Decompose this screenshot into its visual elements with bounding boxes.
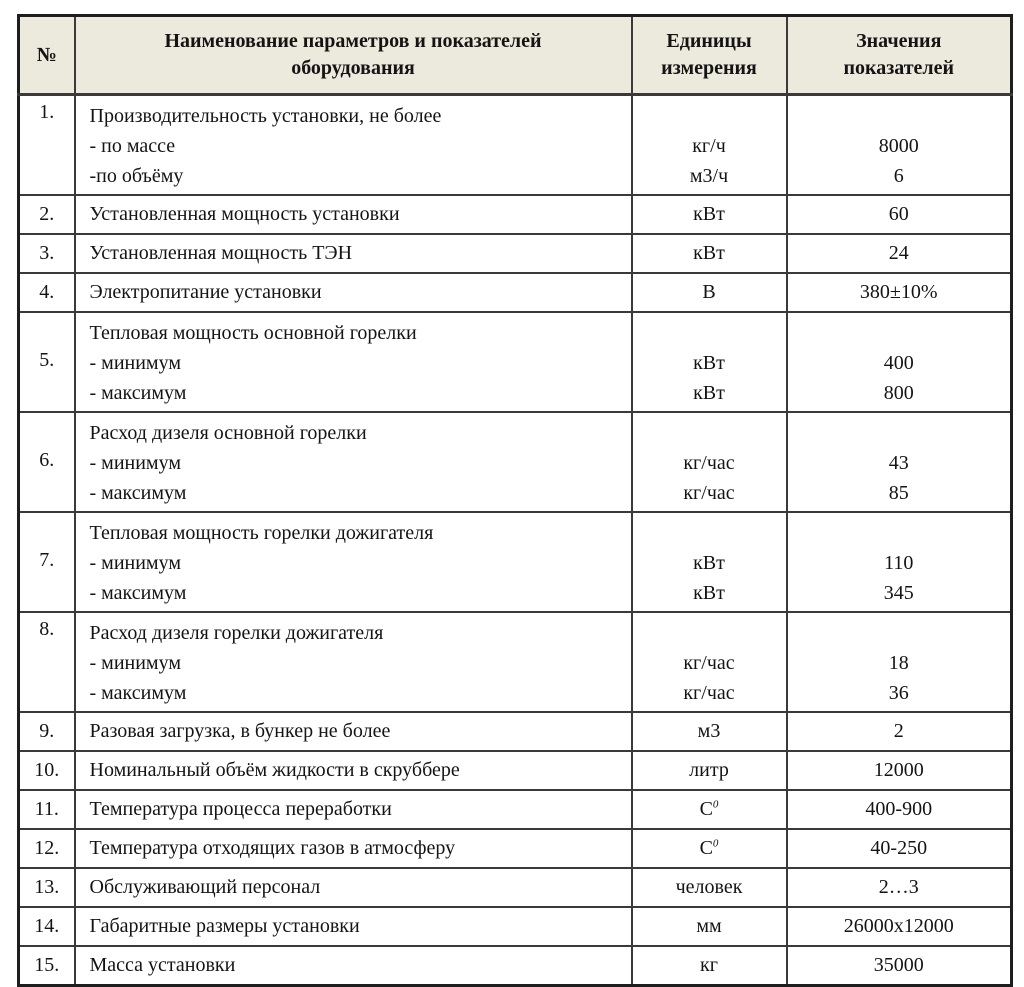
row-number: 15. <box>19 946 75 986</box>
header-unit <box>632 16 787 95</box>
param-value: 35000 <box>787 946 1012 986</box>
param-name: Установленная мощность установки <box>75 195 632 234</box>
cell-line: кг/час <box>683 452 735 474</box>
param-value: 400-900 <box>787 790 1012 829</box>
table-body <box>19 95 1012 986</box>
param-name: Температура процесса переработки <box>75 790 632 829</box>
cell-line: -по объёму <box>89 165 184 187</box>
table-row <box>19 273 1012 312</box>
header-name <box>75 16 632 95</box>
row-number: 9. <box>19 712 75 751</box>
cell-line <box>637 418 782 448</box>
unit-superscript: 0 <box>712 798 719 811</box>
param-name: Разовая загрузка, в бункер не более <box>75 712 632 751</box>
cell-line: Производительность установки, не более <box>89 105 442 127</box>
param-value <box>787 312 1012 412</box>
table-row <box>19 612 1012 712</box>
header-unit-label: Единицы измерения <box>661 30 757 79</box>
cell-line: м3/ч <box>689 165 729 187</box>
row-number: 7. <box>19 512 75 612</box>
param-value: 24 <box>787 234 1012 273</box>
param-unit <box>632 312 787 412</box>
param-unit: $C^0$ <box>632 829 787 868</box>
row-number: 10. <box>19 751 75 790</box>
param-value <box>787 512 1012 612</box>
cell-line <box>792 518 1007 548</box>
row-number: 5. <box>19 312 75 412</box>
param-unit: кВт <box>632 195 787 234</box>
param-value: 380±10% <box>787 273 1012 312</box>
cell-line: кг/час <box>683 482 735 504</box>
param-unit <box>632 512 787 612</box>
cell-line: - минимум <box>89 652 181 674</box>
cell-line: кг/ч <box>692 135 726 157</box>
header-name-label: Наименование параметров и показателей оборудования <box>164 30 542 79</box>
header-row <box>19 16 1012 95</box>
cell-line: 85 <box>888 482 909 504</box>
param-value: 60 <box>787 195 1012 234</box>
cell-line: кВт <box>693 552 725 574</box>
cell-line: Расход дизеля горелки дожигателя <box>89 622 384 644</box>
param-unit: литр <box>632 751 787 790</box>
row-number: 8. <box>19 612 75 712</box>
param-value <box>787 612 1012 712</box>
cell-line: 8000 <box>878 135 919 157</box>
param-unit: м3 <box>632 712 787 751</box>
equipment-parameters-table <box>17 14 1013 987</box>
cell-line: 18 <box>888 652 909 674</box>
param-name <box>75 412 632 512</box>
param-unit: В <box>632 273 787 312</box>
table-row <box>19 712 1012 751</box>
cell-line: - минимум <box>89 552 181 574</box>
row-number: 4. <box>19 273 75 312</box>
cell-line <box>637 618 782 648</box>
param-name: Габаритные размеры установки <box>75 907 632 946</box>
param-value: 2 <box>787 712 1012 751</box>
param-name: Установленная мощность ТЭН <box>75 234 632 273</box>
param-name <box>75 95 632 196</box>
param-name: Электропитание установки <box>75 273 632 312</box>
cell-line: - по массе <box>89 135 176 157</box>
cell-line: 6 <box>893 165 904 187</box>
table-row <box>19 946 1012 986</box>
param-unit: кВт <box>632 234 787 273</box>
table-row <box>19 907 1012 946</box>
param-name: Температура отходящих газов в атмосферу <box>75 829 632 868</box>
cell-line: - максимум <box>89 482 187 504</box>
param-unit <box>632 95 787 196</box>
param-unit: человек <box>632 868 787 907</box>
row-number: 2. <box>19 195 75 234</box>
cell-line: 43 <box>888 452 909 474</box>
cell-line: кг/час <box>683 652 735 674</box>
param-unit: $C^0$ <box>632 790 787 829</box>
param-name <box>75 312 632 412</box>
cell-line <box>792 101 1007 131</box>
row-number: 12. <box>19 829 75 868</box>
cell-line: - максимум <box>89 682 187 704</box>
row-number: 6. <box>19 412 75 512</box>
param-value <box>787 412 1012 512</box>
header-value-label: Значения показателей <box>843 30 955 79</box>
row-number: 13. <box>19 868 75 907</box>
table-row <box>19 790 1012 829</box>
table-row <box>19 751 1012 790</box>
cell-line <box>792 318 1007 348</box>
cell-line: - максимум <box>89 582 187 604</box>
cell-line: 110 <box>884 552 914 574</box>
param-unit <box>632 612 787 712</box>
cell-line: 800 <box>883 382 914 404</box>
cell-line: 345 <box>883 582 914 604</box>
param-name: Обслуживающий персонал <box>75 868 632 907</box>
cell-line: кВт <box>693 352 725 374</box>
cell-line: - минимум <box>89 452 181 474</box>
unit-superscript: 0 <box>712 837 719 850</box>
param-value: 2…3 <box>787 868 1012 907</box>
cell-line: 36 <box>888 682 909 704</box>
table-row <box>19 95 1012 196</box>
cell-line <box>637 101 782 131</box>
cell-line: Тепловая мощность горелки дожигателя <box>89 522 434 544</box>
cell-line <box>792 418 1007 448</box>
param-value: 12000 <box>787 751 1012 790</box>
header-value <box>787 16 1012 95</box>
param-value: 40-250 <box>787 829 1012 868</box>
cell-line: кВт <box>693 382 725 404</box>
param-name <box>75 612 632 712</box>
table-row <box>19 512 1012 612</box>
param-unit: мм <box>632 907 787 946</box>
table-row <box>19 312 1012 412</box>
row-number: 14. <box>19 907 75 946</box>
param-unit <box>632 412 787 512</box>
table-row <box>19 412 1012 512</box>
param-value: 26000х12000 <box>787 907 1012 946</box>
cell-line: кг/час <box>683 682 735 704</box>
row-number: 1. <box>19 95 75 196</box>
cell-line: кВт <box>693 582 725 604</box>
cell-line <box>792 618 1007 648</box>
cell-line: 400 <box>883 352 914 374</box>
param-name <box>75 512 632 612</box>
cell-line: Тепловая мощность основной горелки <box>89 322 417 344</box>
table-row <box>19 234 1012 273</box>
cell-line: - минимум <box>89 352 181 374</box>
param-name: Номинальный объём жидкости в скруббере <box>75 751 632 790</box>
cell-line <box>637 518 782 548</box>
cell-line: Расход дизеля основной горелки <box>89 422 367 444</box>
table-row <box>19 829 1012 868</box>
row-number: 11. <box>19 790 75 829</box>
param-name: Масса установки <box>75 946 632 986</box>
param-unit: кг <box>632 946 787 986</box>
table-row <box>19 868 1012 907</box>
cell-line <box>637 318 782 348</box>
param-value <box>787 95 1012 196</box>
row-number: 3. <box>19 234 75 273</box>
header-num: № <box>19 16 75 95</box>
cell-line: - максимум <box>89 382 187 404</box>
table-row <box>19 195 1012 234</box>
